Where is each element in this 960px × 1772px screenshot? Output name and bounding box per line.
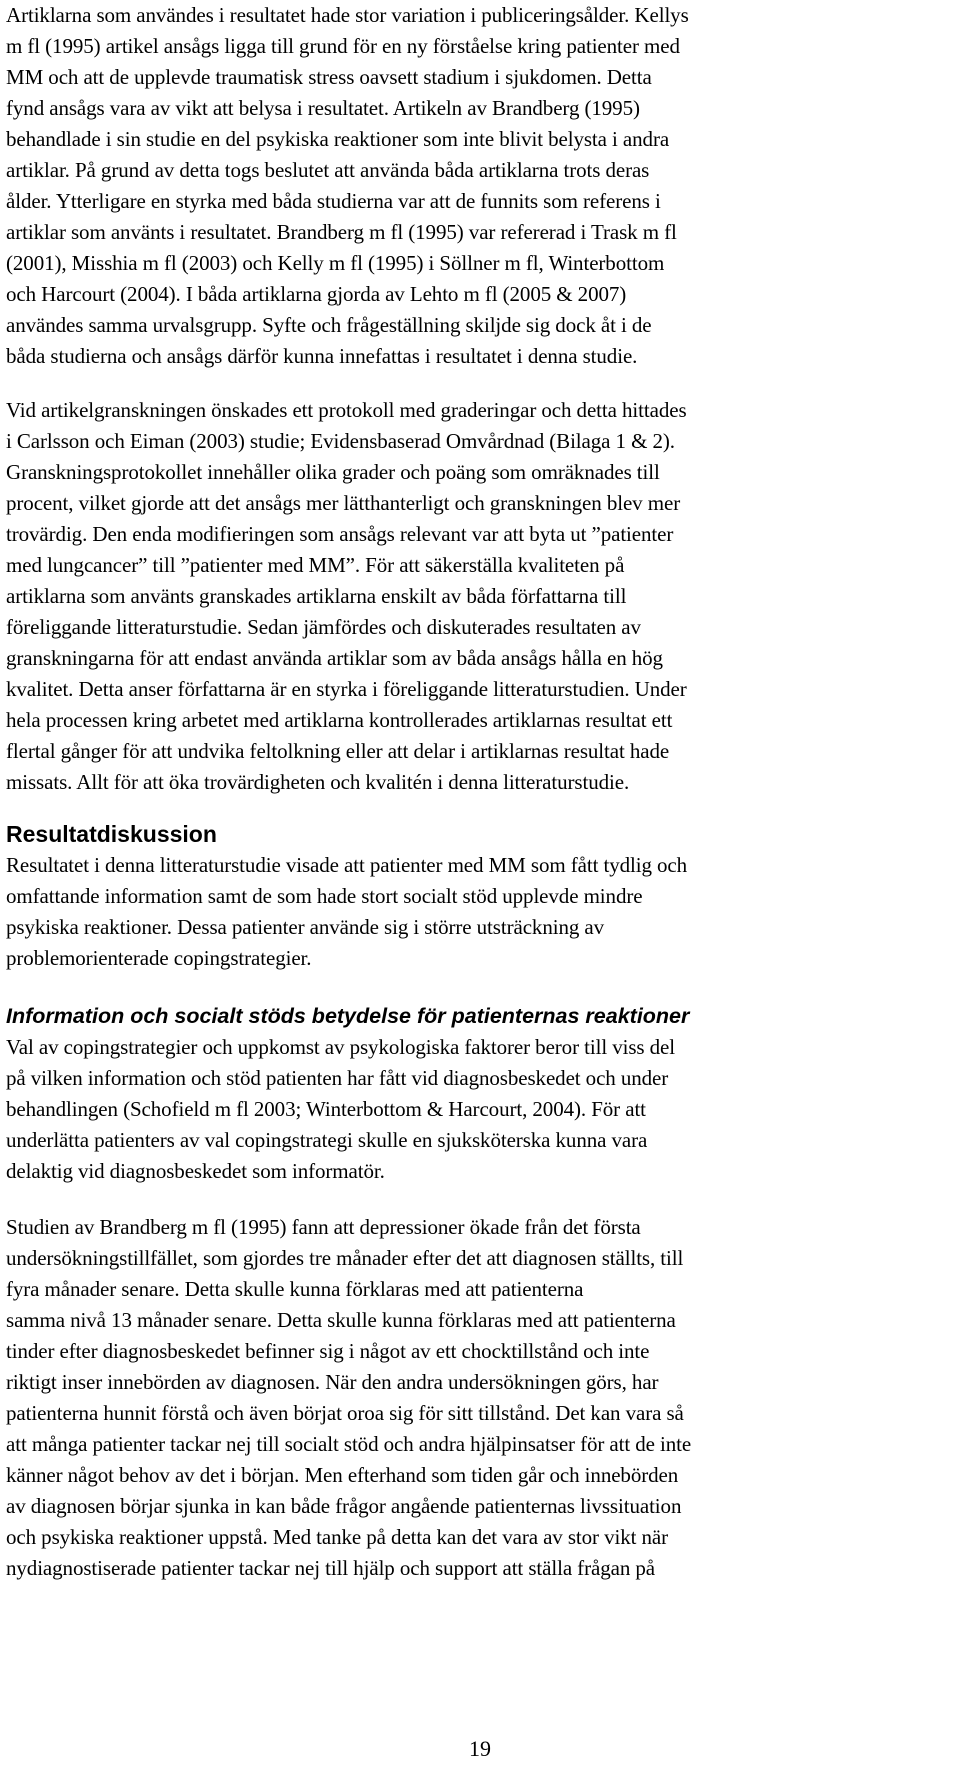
text-line: i Carlsson och Eiman (2003) studie; Evidensbaserad Omvårdnad (Bilaga 1 & 2).: [6, 429, 675, 453]
text-line: båda studierna och ansågs därför kunna innefattas i resultatet i denna studie.: [6, 344, 638, 368]
text-line: och Harcourt (2004). I båda artiklarna gjorda av Lehto m fl (2005 & 2007): [6, 282, 627, 306]
text-line: delaktig vid diagnosbeskedet som informatör.: [6, 1159, 385, 1183]
text-line: Studien av Brandberg m fl (1995) fann att depressioner ökade från det första: [6, 1215, 641, 1239]
text-line: tinder efter diagnosbeskedet befinner sig i något av ett chocktillstånd och inte: [6, 1339, 650, 1363]
text-line: omfattande information samt de som hade stort socialt stöd upplevde mindre: [6, 884, 643, 908]
text-line: av diagnosen börjar sjunka in kan både frågor angående patienternas livssituation: [6, 1494, 682, 1518]
section-heading: Resultatdiskussion: [6, 821, 217, 847]
text-line: fynd ansågs vara av vikt att belysa i resultatet. Artikeln av Brandberg (1995): [6, 96, 640, 120]
text-line: ålder. Ytterligare en styrka med båda studierna var att de funnits som referens i: [6, 189, 661, 213]
paragraph-5: [6, 1212, 946, 1584]
text-line: psykiska reaktioner. Dessa patienter använde sig i större utsträckning av: [6, 915, 605, 939]
text-line: behandlingen (Schofield m fl 2003; Winterbottom & Harcourt, 2004). För att: [6, 1097, 646, 1121]
text-line: med lungcancer” till ”patienter med MM”. För att säkerställa kvaliteten på: [6, 553, 625, 577]
text-line: underlätta patienters av val copingstrategi skulle en sjuksköterska kunna vara: [6, 1128, 648, 1152]
text-line: Resultatet i denna litteraturstudie visade att patienter med MM som fått tydlig och: [6, 853, 688, 877]
text-line: Val av copingstrategier och uppkomst av psykologiska faktorer beror till viss del: [6, 1035, 675, 1059]
text-line: granskningarna för att endast använda artiklar som av båda ansågs hålla en hög: [6, 646, 663, 670]
text-line: missats. Allt för att öka trovärdigheten och kvalitén i denna litteraturstudie.: [6, 770, 630, 794]
text-line: patienterna hunnit förstå och även börjat oroa sig för sitt tillstånd. Det kan vara så: [6, 1401, 684, 1425]
text-line: problemorienterade copingstrategier.: [6, 946, 312, 970]
text-line: och psykiska reaktioner uppstå. Med tanke på detta kan det vara av stor vikt när: [6, 1525, 669, 1549]
text-line: Granskningsprotokollet innehåller olika grader och poäng som omräknades till: [6, 460, 660, 484]
text-line: Vid artikelgranskningen önskades ett protokoll med graderingar och detta hittades: [6, 398, 687, 422]
subsection-heading: Information och socialt stöds betydelse för patienternas reaktioner: [6, 1004, 690, 1028]
text-line: m fl (1995) artikel ansågs ligga till grund för en ny förståelse kring patienter med: [6, 34, 680, 58]
text-line: artiklar. På grund av detta togs beslutet att använda båda artiklarna trots deras: [6, 158, 650, 182]
text-line: Artiklarna som användes i resultatet hade stor variation i publiceringsålder. Kellys: [6, 3, 689, 27]
text-line: fyra månader senare. Detta skulle kunna förklaras med att patienterna: [6, 1277, 584, 1301]
text-line: kvalitet. Detta anser författarna är en styrka i föreliggande litteraturstudien. Under: [6, 677, 687, 701]
text-line: användes samma urvalsgrupp. Syfte och frågeställning skiljde sig dock åt i de: [6, 313, 652, 337]
text-line: på vilken information och stöd patienten har fått vid diagnosbeskedet och under: [6, 1066, 669, 1090]
document-page: [6, 0, 946, 1584]
text-line: procent, vilket gjorde att det ansågs mer lätthanterligt och granskningen blev mer: [6, 491, 681, 515]
text-line: trovärdig. Den enda modifieringen som ansågs relevant var att byta ut ”patienter: [6, 522, 674, 546]
text-line: artiklar som använts i resultatet. Brandberg m fl (1995) var refererad i Trask m fl: [6, 220, 677, 244]
page-number: 19: [469, 1736, 491, 1761]
text-line: känner något behov av det i början. Men efterhand som tiden går och innebörden: [6, 1463, 679, 1487]
text-line: riktigt inser innebörden av diagnosen. När den andra undersökningen görs, har: [6, 1370, 659, 1394]
paragraph-2: [6, 395, 946, 798]
text-line: MM och att de upplevde traumatisk stress oavsett stadium i sjukdomen. Detta: [6, 65, 652, 89]
text-line: samma nivå 13 månader senare. Detta skulle kunna förklaras med att patienterna: [6, 1308, 676, 1332]
text-line: föreliggande litteraturstudie. Sedan jämfördes och diskuterades resultaten av: [6, 615, 641, 639]
text-line: att många patienter tackar nej till socialt stöd och andra hjälpinsatser för att de inte: [6, 1432, 692, 1456]
text-line: artiklarna som använts granskades artiklarna enskilt av båda författarna till: [6, 584, 627, 608]
text-line: nydiagnostiserade patienter tackar nej till hjälp och support att ställa frågan på: [6, 1556, 655, 1580]
text-line: hela processen kring arbetet med artiklarna kontrollerades artiklarnas resultat ett: [6, 708, 673, 732]
text-line: (2001), Misshia m fl (2003) och Kelly m fl (1995) i Söllner m fl, Winterbottom: [6, 251, 665, 275]
text-line: flertal gånger för att undvika feltolkning eller att delar i artiklarnas resultat hade: [6, 739, 670, 763]
paragraph-1: [6, 0, 946, 372]
text-line: behandlade i sin studie en del psykiska reaktioner som inte blivit belysta i andra: [6, 127, 670, 151]
text-line: undersökningstillfället, som gjordes tre månader efter det att diagnosen ställts, till: [6, 1246, 684, 1270]
paragraph-4: [6, 1032, 946, 1187]
paragraph-3: [6, 850, 946, 974]
